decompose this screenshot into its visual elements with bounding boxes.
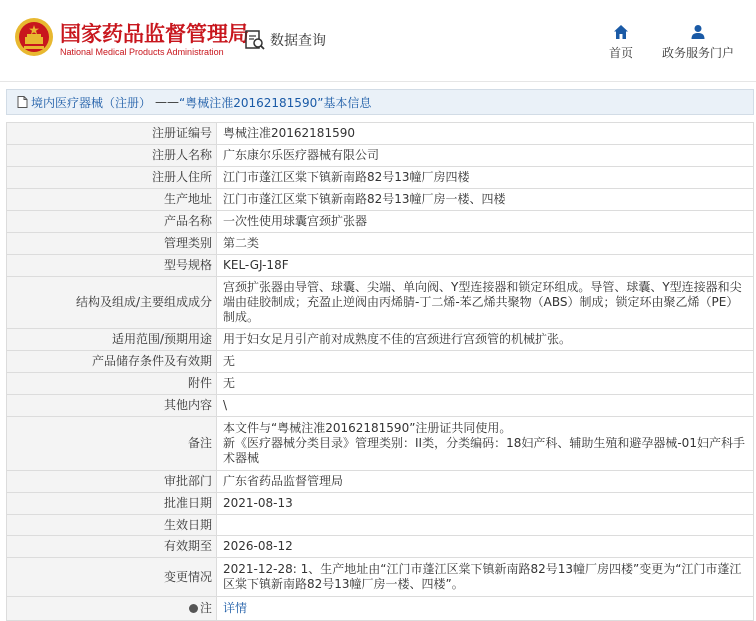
document-icon — [17, 96, 28, 108]
field-value: 2026-08-12 — [217, 536, 754, 558]
field-key: 管理类别 — [7, 233, 217, 255]
field-value: 第二类 — [217, 233, 754, 255]
field-value: 江门市蓬江区棠下镇新南路82号13幢厂房四楼 — [217, 167, 754, 189]
field-value: 宫颈扩张器由导管、球囊、尖端、单向阀、Y型连接器和锁定环组成。导管、球囊、Y型连接器和尖端由硅胶制成；充盈止逆阀由丙烯腈-丁二烯-苯乙烯共聚物（ABS）制成；锁定环由聚乙烯（PE）制成。 — [217, 277, 754, 329]
table-row — [7, 471, 754, 493]
table-row — [7, 255, 754, 277]
table-row — [7, 189, 754, 211]
national-emblem-icon[interactable] — [14, 17, 54, 57]
field-key: 变更情况 — [7, 558, 217, 597]
site-logo-subtitle[interactable]: National Medical Products Administration — [60, 47, 224, 57]
field-key: 产品名称 — [7, 211, 217, 233]
field-key: 产品储存条件及有效期 — [7, 351, 217, 373]
nav-home-label: 首页 — [608, 46, 633, 60]
data-query-label: 数据查询 — [270, 33, 326, 49]
search-document-icon — [244, 29, 266, 51]
field-value: 一次性使用球囊宫颈扩张器 — [217, 211, 754, 233]
field-value: 2021-12-28: 1、生产地址由“江门市蓬江区棠下镇新南路82号13幢厂房四楼”变更为“江门市蓬江区棠下镇新南路82号13幢厂房一楼、四楼”。 — [217, 558, 754, 597]
field-key: 批准日期 — [7, 493, 217, 515]
record-title-bar — [6, 89, 754, 115]
field-key: 有效期至 — [7, 536, 217, 558]
field-value: 无 — [217, 351, 754, 373]
table-row — [7, 233, 754, 255]
field-key: 注册人名称 — [7, 145, 217, 167]
table-row — [7, 211, 754, 233]
table-row — [7, 558, 754, 597]
field-key: 审批部门 — [7, 471, 217, 493]
field-value: 广东省药品监督管理局 — [217, 471, 754, 493]
note-value-cell — [217, 597, 754, 621]
data-query-link[interactable] — [244, 29, 326, 51]
field-key: 生效日期 — [7, 515, 217, 536]
table-row — [7, 373, 754, 395]
nav-home[interactable] — [604, 24, 638, 61]
field-key: 注册人住所 — [7, 167, 217, 189]
field-key: 注册证编号 — [7, 123, 217, 145]
field-key: 其他内容 — [7, 395, 217, 417]
field-value — [217, 515, 754, 536]
table-row — [7, 395, 754, 417]
table-row — [7, 515, 754, 536]
table-row — [7, 167, 754, 189]
user-icon — [690, 24, 706, 40]
field-key: 结构及组成/主要组成成分 — [7, 277, 217, 329]
note-key: 注 — [199, 601, 212, 615]
field-value: 粤械注准20162181590 — [217, 123, 754, 145]
field-value: 无 — [217, 373, 754, 395]
breadcrumb-record: “粤械注准20162181590”基本信息 — [179, 95, 372, 110]
table-row — [7, 351, 754, 373]
details-link[interactable]: 详情 — [223, 601, 248, 615]
note-key-cell — [7, 597, 217, 621]
field-key: 型号规格 — [7, 255, 217, 277]
table-row — [7, 536, 754, 558]
breadcrumb-category-link[interactable]: 境内医疗器械（注册） — [31, 95, 152, 110]
field-value: 广东康尔乐医疗器械有限公司 — [217, 145, 754, 167]
field-value: 2021-08-13 — [217, 493, 754, 515]
home-icon — [613, 24, 629, 40]
pin-icon — [189, 604, 198, 613]
table-row — [7, 417, 754, 471]
table-row — [7, 493, 754, 515]
field-value: 江门市蓬江区棠下镇新南路82号13幢厂房一楼、四楼 — [217, 189, 754, 211]
nav-gov-service[interactable] — [656, 24, 740, 61]
table-row — [7, 123, 754, 145]
site-header — [0, 0, 756, 82]
table-row — [7, 277, 754, 329]
note-row — [7, 597, 754, 621]
table-row — [7, 329, 754, 351]
table-row — [7, 145, 754, 167]
nav-gov-service-label: 政务服务门户 — [661, 46, 734, 60]
breadcrumb-separator: —— — [155, 95, 180, 109]
registration-info-table — [6, 122, 754, 621]
field-key: 生产地址 — [7, 189, 217, 211]
field-value: KEL-GJ-18F — [217, 255, 754, 277]
field-value: 本文件与“粤械注准20162181590”注册证共同使用。 新《医疗器械分类目录》管理类别：II类，分类编码：18妇产科、辅助生殖和避孕器械-01妇产科手术器械 — [217, 417, 754, 471]
field-value: 用于妇女足月引产前对成熟度不佳的宫颈进行宫颈管的机械扩张。 — [217, 329, 754, 351]
field-key: 备注 — [7, 417, 217, 471]
field-key: 适用范围/预期用途 — [7, 329, 217, 351]
field-value: \ — [217, 395, 754, 417]
site-logo-title[interactable]: 国家药品监督管理局 — [60, 22, 249, 46]
field-key: 附件 — [7, 373, 217, 395]
